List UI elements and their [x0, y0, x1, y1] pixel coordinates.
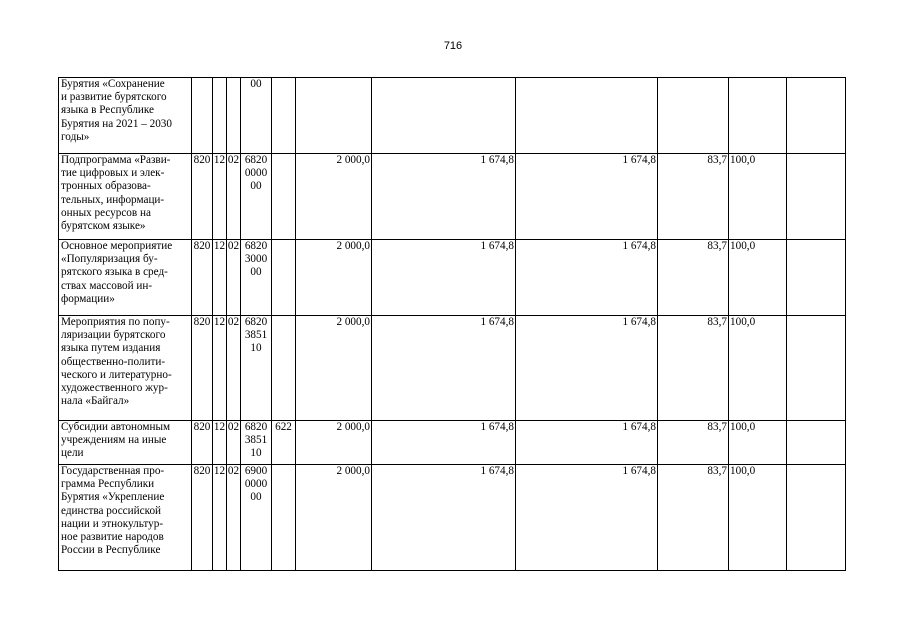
target-code-cell — [241, 316, 272, 421]
empty-cell — [787, 316, 846, 421]
executed-amount-cell: 1 674,8 — [372, 421, 516, 465]
percent-exec-cell: 100,0 — [729, 154, 787, 240]
name-line: годы» — [61, 130, 90, 143]
percent-plan-cell: 83,7 — [658, 465, 729, 571]
item-name-cell — [59, 240, 192, 316]
gov-code-cell: 820 — [192, 316, 213, 421]
name-line: языка в Республике — [61, 104, 155, 117]
empty-cell — [787, 240, 846, 316]
csr-line: 6820 — [244, 240, 268, 252]
target-code-cell — [241, 465, 272, 571]
name-line: Подпрограмма «Разви- — [61, 154, 171, 166]
name-line: Бурятия на 2021 – 2030 — [61, 117, 172, 130]
name-line: цели — [61, 447, 84, 460]
item-name-cell — [59, 465, 192, 571]
name-line: нации и этнокультур- — [61, 517, 164, 530]
csr-line: 00 — [250, 491, 262, 504]
subsection-cell: 02 — [227, 240, 241, 316]
table-body — [59, 78, 846, 571]
name-line: Бурятия «Укрепление — [61, 491, 165, 504]
subsection-cell: 02 — [227, 154, 241, 240]
budget-table — [58, 77, 846, 571]
planned-amount-cell: 2 000,0 — [296, 154, 372, 240]
csr-line: 3851 — [244, 329, 268, 342]
csr-line: 3000 — [244, 253, 268, 266]
name-line: Государственная про- — [61, 465, 165, 477]
expense-type-cell — [272, 240, 296, 316]
cash-amount-cell: 1 674,8 — [516, 465, 658, 571]
name-line: учреждениям на иные — [61, 434, 167, 447]
name-line: Субсидии автономным — [61, 421, 171, 433]
planned-amount-cell — [296, 78, 372, 154]
gov-code-cell: 820 — [192, 421, 213, 465]
name-line: Бурятия «Сохранение — [61, 78, 165, 90]
csr-line: 6900 — [244, 465, 268, 477]
expense-type-cell — [272, 316, 296, 421]
section-cell: 12 — [213, 465, 227, 571]
section-cell: 12 — [213, 154, 227, 240]
empty-cell — [787, 78, 846, 154]
csr-line: 00 — [250, 78, 262, 90]
gov-code-cell: 820 — [192, 465, 213, 571]
csr-line: 10 — [250, 342, 262, 355]
percent-plan-cell: 83,7 — [658, 154, 729, 240]
empty-cell — [787, 421, 846, 465]
planned-amount-cell: 2 000,0 — [296, 316, 372, 421]
name-line: России в Республике — [61, 544, 161, 557]
empty-cell — [787, 154, 846, 240]
table-row — [59, 78, 846, 154]
csr-line: 0000 — [244, 478, 268, 491]
csr-line: 00 — [250, 180, 262, 193]
percent-plan-cell: 83,7 — [658, 240, 729, 316]
executed-amount-cell: 1 674,8 — [372, 240, 516, 316]
table-row — [59, 316, 846, 421]
csr-line: 10 — [250, 447, 262, 460]
empty-cell — [787, 465, 846, 571]
executed-amount-cell: 1 674,8 — [372, 316, 516, 421]
subsection-cell: 02 — [227, 421, 241, 465]
name-line: формации» — [61, 292, 115, 305]
table-row — [59, 240, 846, 316]
percent-exec-cell: 100,0 — [729, 465, 787, 571]
target-code-cell — [241, 240, 272, 316]
target-code-cell — [241, 154, 272, 240]
table-row — [59, 154, 846, 240]
table-row — [59, 465, 846, 571]
csr-line: 0000 — [244, 167, 268, 180]
subsection-cell: 02 — [227, 465, 241, 571]
expense-type-cell — [272, 154, 296, 240]
planned-amount-cell: 2 000,0 — [296, 240, 372, 316]
name-line: нала «Байгал» — [61, 395, 130, 408]
name-line: Мероприятия по попу- — [61, 316, 170, 328]
section-cell: 12 — [213, 240, 227, 316]
percent-plan-cell — [658, 78, 729, 154]
section-cell: 12 — [213, 316, 227, 421]
cash-amount-cell: 1 674,8 — [516, 421, 658, 465]
name-line: тие цифровых и элек- — [61, 167, 165, 180]
csr-line: 00 — [250, 266, 262, 279]
csr-line: 6820 — [244, 316, 268, 328]
expense-type-cell — [272, 78, 296, 154]
expense-type-cell: 622 — [272, 421, 296, 465]
item-name-cell — [59, 154, 192, 240]
name-line: ческого и литературно- — [61, 368, 172, 381]
executed-amount-cell — [372, 78, 516, 154]
name-line: рятского языка в сред- — [61, 266, 168, 279]
name-line: онных ресурсов на — [61, 206, 151, 219]
name-line: ствах массовой ин- — [61, 279, 153, 292]
subsection-cell — [227, 78, 241, 154]
page-number: 716 — [443, 40, 463, 52]
name-line: единства российской — [61, 504, 162, 517]
percent-plan-cell: 83,7 — [658, 316, 729, 421]
percent-exec-cell: 100,0 — [729, 421, 787, 465]
name-line: языка путем издания — [61, 342, 161, 355]
name-line: и развитие бурятского — [61, 91, 167, 104]
executed-amount-cell: 1 674,8 — [372, 465, 516, 571]
cash-amount-cell — [516, 78, 658, 154]
item-name-cell — [59, 421, 192, 465]
name-line: ное развитие народов — [61, 531, 164, 544]
csr-line: 6820 — [244, 421, 268, 433]
csr-line: 6820 — [244, 154, 268, 166]
executed-amount-cell: 1 674,8 — [372, 154, 516, 240]
cash-amount-cell: 1 674,8 — [516, 240, 658, 316]
expense-type-cell — [272, 465, 296, 571]
section-cell: 12 — [213, 421, 227, 465]
name-line: тельных, информаци- — [61, 193, 165, 206]
gov-code-cell — [192, 78, 213, 154]
percent-plan-cell: 83,7 — [658, 421, 729, 465]
name-line: тронных образова- — [61, 180, 151, 193]
item-name-cell — [59, 316, 192, 421]
planned-amount-cell: 2 000,0 — [296, 421, 372, 465]
item-name-cell — [59, 78, 192, 154]
percent-exec-cell: 100,0 — [729, 240, 787, 316]
table-row — [59, 421, 846, 465]
csr-line: 3851 — [244, 434, 268, 447]
name-line: бурятском языке» — [61, 220, 146, 233]
percent-exec-cell — [729, 78, 787, 154]
planned-amount-cell: 2 000,0 — [296, 465, 372, 571]
gov-code-cell: 820 — [192, 240, 213, 316]
name-line: «Популяризация бу- — [61, 253, 158, 266]
subsection-cell: 02 — [227, 316, 241, 421]
section-cell — [213, 78, 227, 154]
cash-amount-cell: 1 674,8 — [516, 154, 658, 240]
name-line: Основное мероприятие — [61, 240, 173, 252]
name-line: общественно-полити- — [61, 355, 166, 368]
target-code-cell — [241, 421, 272, 465]
target-code-cell — [241, 78, 272, 154]
name-line: художественного жур- — [61, 382, 168, 395]
percent-exec-cell: 100,0 — [729, 316, 787, 421]
name-line: грамма Республики — [61, 478, 155, 491]
cash-amount-cell: 1 674,8 — [516, 316, 658, 421]
name-line: ляризации бурятского — [61, 329, 166, 342]
gov-code-cell: 820 — [192, 154, 213, 240]
